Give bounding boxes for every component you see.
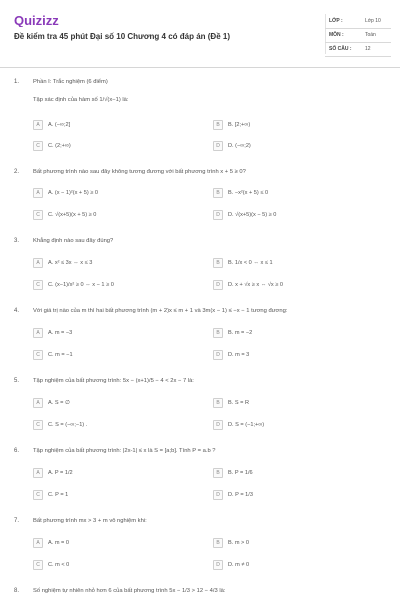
option-letter-box[interactable]: B: [213, 398, 223, 408]
question-number: 6.: [14, 448, 20, 454]
option-text: C. (x−1)/x² ≥ 0 ⇔ x − 1 ≥ 0: [48, 282, 114, 288]
option-letter-box[interactable]: D: [213, 490, 223, 500]
option-text: D. (−∞;2): [228, 143, 251, 149]
option-text: B. P = 1/6: [228, 470, 253, 476]
meta-class: [325, 15, 391, 27]
option-text: A. (x − 1)²(x + 5) ≥ 0: [48, 190, 99, 196]
option-letter-box[interactable]: C: [33, 141, 43, 151]
option-text: B. [2;+∞): [228, 122, 251, 128]
question-number: 5.: [14, 378, 20, 384]
option-text: C. m < 0: [48, 562, 70, 568]
option-text: D. x + √x ≥ x ⇔ √x ≥ 0: [228, 282, 284, 288]
option-letter-box[interactable]: D: [213, 280, 223, 290]
meta-count-value: 12: [365, 46, 371, 52]
question-text: Bất phương trình mx > 3 + m vô nghiệm khi:: [33, 518, 147, 524]
option-letter-box[interactable]: B: [213, 188, 223, 198]
meta-count-label: SỐ CÂU :: [329, 46, 352, 52]
meta-subject-value: Toán: [365, 32, 376, 38]
option-letter-box[interactable]: A: [33, 258, 43, 268]
question-number: 3.: [14, 238, 20, 244]
option-letter-box[interactable]: C: [33, 350, 43, 360]
option-letter-box[interactable]: A: [33, 328, 43, 338]
question-text: Tập nghiệm của bất phương trình: |2x-1| ≤ x là S = [a;b]. Tính P = a.b ?: [33, 448, 216, 454]
option-letter-box[interactable]: C: [33, 280, 43, 290]
option-letter-box[interactable]: B: [213, 120, 223, 130]
question-text: Khẳng định nào sau đây đúng?: [33, 238, 114, 244]
option-text: D. P = 1/3: [228, 492, 253, 498]
question-number: 2.: [14, 169, 20, 175]
option-letter-box[interactable]: D: [213, 210, 223, 220]
option-text: B. −x²(x + 5) ≤ 0: [228, 190, 269, 196]
option-letter-box[interactable]: B: [213, 468, 223, 478]
option-text: A. P = 1/2: [48, 470, 73, 476]
option-text: A. (−∞;2]: [48, 122, 71, 128]
option-letter-box[interactable]: D: [213, 560, 223, 570]
option-text: D. S = (−1;+∞): [228, 422, 265, 428]
option-letter-box[interactable]: A: [33, 398, 43, 408]
option-letter-box[interactable]: C: [33, 420, 43, 430]
question-number: 8.: [14, 588, 20, 594]
meta-subject-label: MÔN :: [329, 32, 344, 38]
option-letter-box[interactable]: B: [213, 328, 223, 338]
question-text: Tập nghiệm của bất phương trình: 5x − (x+1)/5 − 4 < 2x − 7 là:: [33, 378, 194, 384]
option-letter-box[interactable]: A: [33, 120, 43, 130]
option-letter-box[interactable]: A: [33, 188, 43, 198]
document-title: Đề kiểm tra 45 phút Đại số 10 Chương 4 có đáp án (Đề 1): [14, 32, 230, 41]
option-text: D. m = 3: [228, 352, 250, 358]
question-number: 1.: [14, 79, 20, 85]
option-letter-box[interactable]: D: [213, 420, 223, 430]
question-number: 7.: [14, 518, 20, 524]
option-text: C. m = −1: [48, 352, 73, 358]
option-text: C. S = (−∞;−1) .: [48, 422, 88, 428]
option-text: A. S = ∅: [48, 400, 70, 406]
option-letter-box[interactable]: A: [33, 538, 43, 548]
logo-text: Quizizz: [14, 13, 59, 27]
option-letter-box[interactable]: D: [213, 350, 223, 360]
option-text: C. (2;+∞): [48, 143, 71, 149]
meta-class-label: LỚP :: [329, 18, 343, 24]
option-text: B. m = −2: [228, 330, 253, 336]
option-text: D. √(x+5)(x − 5) ≥ 0: [228, 212, 277, 218]
option-text: B. 1/x < 0 ⇔ x ≤ 1: [228, 260, 273, 266]
option-text: C. √(x+5)(x + 5) ≥ 0: [48, 212, 97, 218]
option-text: A. m = −3: [48, 330, 73, 336]
meta-row-line: [325, 56, 391, 57]
document-header: [0, 0, 400, 68]
option-text: B. S = R: [228, 400, 249, 406]
meta-class-value: Lớp 10: [365, 18, 381, 24]
option-letter-box[interactable]: A: [33, 468, 43, 478]
option-letter-box[interactable]: C: [33, 210, 43, 220]
question-number: 4.: [14, 308, 20, 314]
question-text: Bất phương trình nào sau đây không tương đương với bất phương trình x + 5 ≥ 0?: [33, 169, 246, 175]
quizizz-logo: [14, 13, 74, 27]
option-letter-box[interactable]: B: [213, 538, 223, 548]
option-letter-box[interactable]: C: [33, 490, 43, 500]
question-text: Với giá trị nào của m thì hai bất phương trình (m + 2)x ≤ m + 1 và 3m(x − 1) ≤ −x − 1 tương đương:: [33, 308, 288, 314]
meta-subject: [325, 29, 391, 41]
option-text: A. m = 0: [48, 540, 69, 546]
option-letter-box[interactable]: C: [33, 560, 43, 570]
question-text: Số nghiệm tự nhiên nhỏ hơn 6 của bất phương trình 5x − 1/3 > 12 − 4/3 là:: [33, 588, 226, 594]
question-text: Phần I: Trắc nghiệm (6 điểm): [33, 79, 108, 85]
meta-question-count: [325, 43, 391, 55]
option-letter-box[interactable]: B: [213, 258, 223, 268]
option-text: B. m > 0: [228, 540, 249, 546]
option-text: A. x² ≤ 3x ⇔ x ≤ 3: [48, 260, 93, 266]
question-subtext: Tập xác định của hàm số 1/√(x−1) là:: [33, 97, 129, 103]
option-text: D. m ≠ 0: [228, 562, 250, 568]
option-letter-box[interactable]: D: [213, 141, 223, 151]
option-text: C. P = 1: [48, 492, 69, 498]
